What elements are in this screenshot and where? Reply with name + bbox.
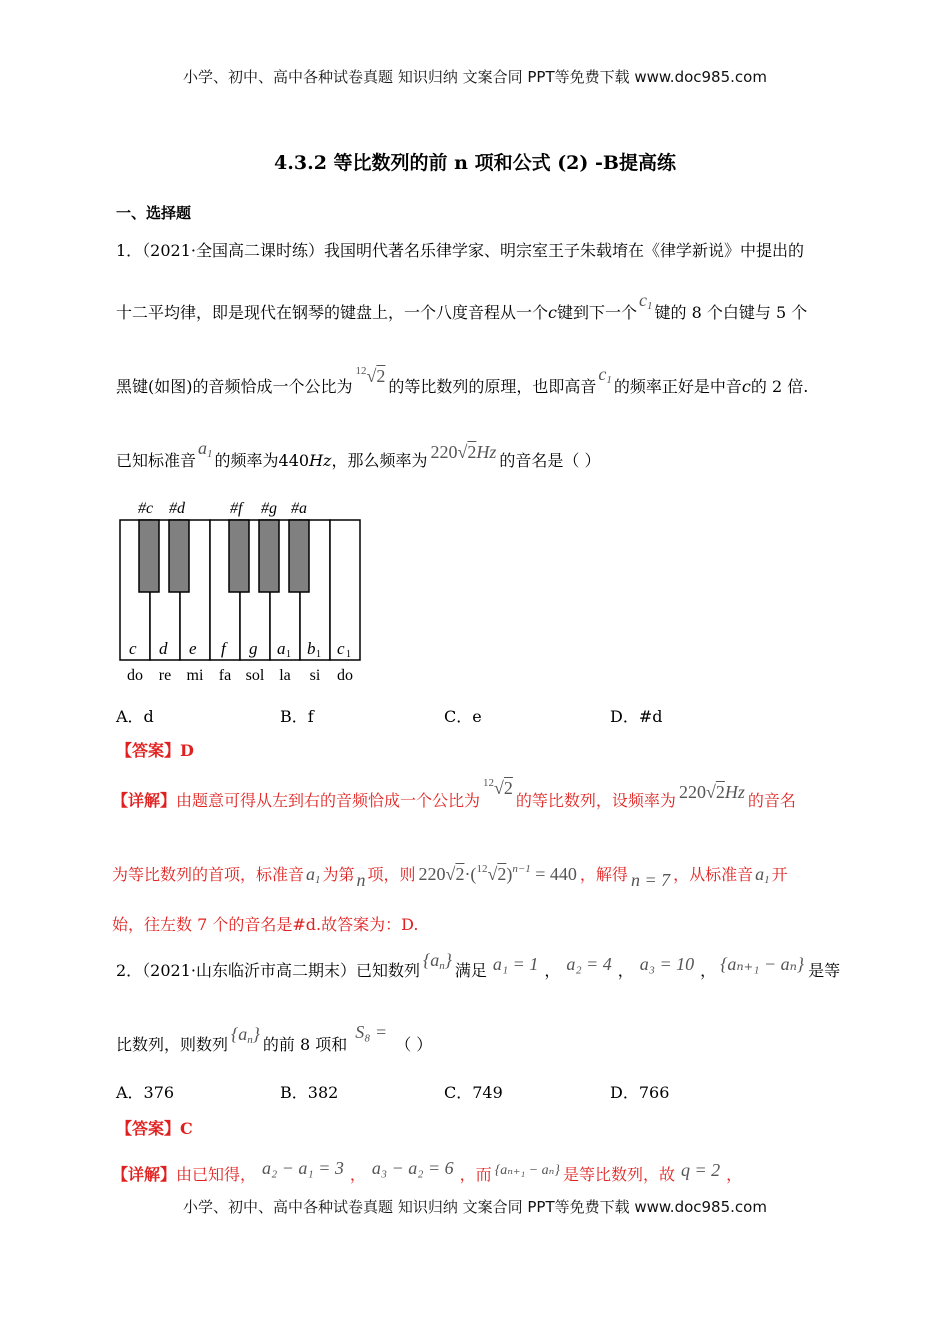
q1-line4-text-e: ，那么频率为 [331,451,428,470]
q1-line4-text-b: 的频率为 [214,451,279,470]
q1-line3-text-c: 的频率正好是中音 [613,377,742,396]
white-key-sub: 1 [316,649,321,660]
q1-line-1: 1．（2021·全国高二课时练）我国明代著名乐律学家、明宗室王子朱载堉在《律学新说》中提出的 [116,241,804,260]
black-key-label-a: #a [291,500,307,517]
q1-detail-freq: 220√2Hz [678,782,745,802]
black-key [229,520,249,592]
solfege-label: sol [245,667,265,684]
black-key [139,520,159,592]
white-key-label: g [249,639,258,658]
solfege-label: fa [218,667,232,684]
q1-answer: 【答案】D [116,741,194,760]
q1-line4-440: 440 [278,451,310,470]
q1-line-4 [116,438,601,472]
q1-detail-line-2: 为等比数列的首项，标准音 $a_1$ 为第 n 项，则 $220√2\cdot(^{12}√2)^{n-1} = 440$ ，解得 n = 7 ，从标准音 $a_1$ 开 [112,863,788,890]
q1-detail-root: $^{12}$√2 [483,777,513,798]
white-key-label: b [307,639,316,658]
q1-line2-text-c: 键到下一个 [556,303,637,322]
piano-keyboard-figure [118,496,368,688]
black-key-label-f: #f [230,500,243,517]
white-key-sub: 1 [346,649,351,660]
q1-line2-text-d: 键的 8 个白键与 5 个 [654,303,808,322]
q1-option-a[interactable]: A．d [116,707,154,726]
q1-line-2 [116,290,808,324]
q1-line2-c1: $c_1$ [639,290,653,312]
solfege-label: re [158,667,172,684]
q2-detail-line-1: 【详解】由已知得， a₂ − a₁ = 3 ， a₃ − a₂ = 6 ，而 {aₙ₊₁ − aₙ} 是等比数列，故 q = 2 ， [112,1158,743,1184]
q2-option-b[interactable]: B．382 [280,1083,339,1102]
q1-line3-c1: $c_1$ [598,364,612,386]
q1-detail-line-3: 始，往左数 7 个的音名是#d.故答案为：D. [112,915,419,934]
q1-line4-a1: $a_1$ [198,438,213,460]
black-key [289,520,309,592]
q2-answer: 【答案】C [116,1119,193,1138]
solfege-label: mi [186,667,204,684]
page-header: 小学、初中、高中各种试卷真题 知识归纳 文案合同 PPT等免费下载 www.doc985.com [183,68,767,86]
q1-line3-text-b: 的等比数列的原理，也即高音 [388,377,597,396]
q2-option-d[interactable]: D．766 [610,1083,670,1102]
q2-seq-an: $\{a_n\}$ [423,950,452,972]
q1-line3-text-e: 的 2 倍. [750,377,809,396]
section-heading: 一、选择题 [116,204,192,222]
q2-line-2: 比数列，则数列$\{a_n\}$的前 8 项和S₈ =（ ） [116,1022,433,1054]
page-title: 4.3.2 等比数列的前 n 项和公式 (2) -B提高练 [274,152,676,174]
white-key-label: f [221,639,226,658]
white-key [330,520,360,660]
solfege-label: la [279,667,291,684]
q2-option-c[interactable]: C．749 [444,1083,503,1102]
q1-line4-text-f: 的音名是（ ） [499,451,601,470]
page-footer: 小学、初中、高中各种试卷真题 知识归纳 文案合同 PPT等免费下载 www.doc985.com [183,1198,767,1216]
q1-line3-root: $^{12}$√2 [355,365,386,386]
q1-line-3 [116,364,809,398]
q2-line-1: 2．（2021·山东临沂市高二期末）已知数列$\{a_n\}$满足 a₁ = 1 ， a₂ = 4 ， a₃ = 10 ， {aₙ₊₁ − aₙ} 是等 [116,950,841,980]
black-key [169,520,189,592]
black-key-label-g: #g [261,500,277,517]
q2-option-a[interactable]: A．376 [116,1083,175,1102]
white-key-label: c [337,639,345,658]
white-key-sub: 1 [286,649,291,660]
q1-line2-text-a: 十二平均律，即是现代在钢琴的键盘上，一个八度音程从一个 [116,303,549,322]
q1-line4-freq: 220√2Hz [430,442,497,462]
solfege-label: si [309,667,321,684]
black-key-label-d: #d [169,500,185,517]
black-key [259,520,279,592]
q1-option-b[interactable]: B．f [280,707,314,726]
q1-line4-text-a: 已知标准音 [116,451,197,470]
black-key-label-c: #c [138,500,154,517]
white-key-label: e [189,639,197,658]
q1-line4-hz: Hz [309,451,332,470]
q1-line2-c: c [548,303,557,322]
solfege-label: do [337,667,353,684]
q1-detail-equation: $220√2\cdot(^{12}√2)^{n-1} = 440$ [418,863,577,884]
solfege-label: do [127,667,143,684]
q1-option-c[interactable]: C．e [444,707,482,726]
q1-line3-text-a: 黑键(如图)的音频恰成一个公比为 [116,377,353,396]
q1-detail-line-1: 【详解】由题意可得从左到右的音频恰成一个公比为$^{12}$√2的等比数列，设频率为 220√2Hz 的音名 [112,777,796,810]
white-key-label: d [159,639,168,658]
white-key-label: a [277,639,286,658]
q1-option-d[interactable]: D．#d [610,707,663,726]
white-key-label: c [129,639,137,658]
q1-line3-c: c [741,377,751,396]
